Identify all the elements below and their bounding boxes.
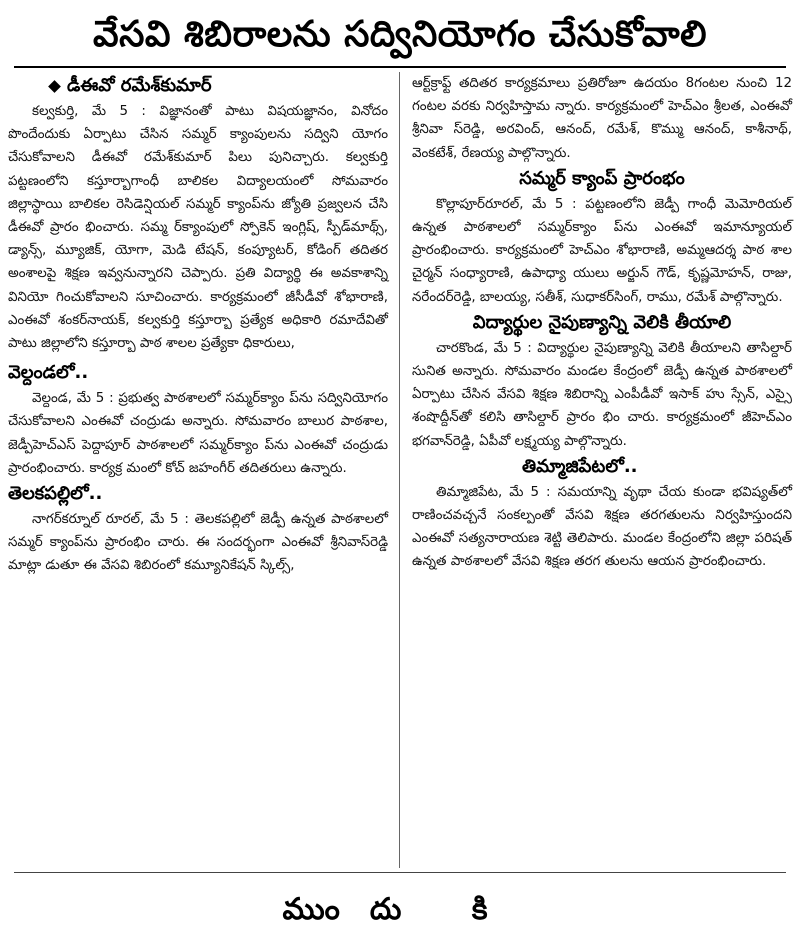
- article-paragraph: కల్వకుర్తి, మే 5 : విజ్ఞానంతో పాటు విషయజ్ఞానం, వినోదం పొందేందుకు ఏర్పాటు చేసిన సమ్మర్ క్యాంపులను సద్విని యోగం చేసుకోవాలని డీఈవో రమేశ్‌కుమార్ పిలు పునిచ్చారు. కల్వకుర్తి పట్టణంలోని కస్తూర్బాగాంధీ బాలికల విద్యాలయంలో సోమవారం జిల్లాస్థాయి బాలికల రెసిడెన్షియల్ సమ్మర్ క్యాంప్‌ను జ్యోతి ప్రజ్వలన చేసి డీఈవో ప్రారం భించారు. సమ్మ ర్‌క్యాంపులో స్పోకెన్ ఇంగ్లిష్, స్పీడ్‌మాథ్స్, డ్యాన్స్, మ్యూజిక్, యోగా, మెడి టేషన్, కంప్యూటర్, కోడింగ్ తదితర అంశాలపై శిక్షణ ఇవ్వనున్నారని చెప్పారు. ప్రతి విద్యార్థి ఈ అవకాశాన్ని వినియో గించుకోవాలని సూచించారు. కార్యక్రమంలో జీసీడీవో శోభారాణి, ఎంఈవో శంకర్‌నాయక్, కల్వకుర్తి కస్తూర్బా ప్రత్యేక అధికారి రమాదేవితో పాటు జిల్లాలోని కస్తూర్బా పాఠ శాలల ప్రత్యేకా ధికారులు,: [8, 104, 388, 352]
- left-column: [8, 72, 388, 868]
- diamond-bullet-icon: [48, 80, 61, 93]
- article-headline: వేసవి శిబిరాలను సద్వినియోగం చేసుకోవాలి: [93, 14, 707, 55]
- article-paragraph: వెల్దండ, మే 5 : ప్రభుత్వ పాఠశాలలో సమ్మర్‌క్యాం ప్‌ను సద్వినియోగం చేసుకోవాలని ఎంఈవో చంద్రుడు అన్నారు. సోమవారం బాలుర పాఠశాల, జెడ్పీహెచ్‌ఎస్ పెద్దాపూర్ పాఠశాలలో సమ్మర్‌క్యాం ప్‌ను ఎంఈవో చంద్రుడు ప్రారంభించారు. కార్యక్ర మంలో కోచ్ జహంగీర్ తదితరులు ఉన్నారు.: [8, 391, 388, 476]
- subheading-telakapalli: తెలకపల్లిలో..: [8, 483, 103, 505]
- cut-off-text: ముందు కి: [282, 892, 518, 927]
- article-paragraph: తిమ్మాజిపేట, మే 5 : సమయాన్ని వృథా చేయ కుండా భవిష్యత్‌లో రాణించవచ్చనే సంకల్పంతో వేసవి శిక్షణ తరగతులను నిర్వహిస్తుందని ఎంఈవో సత్యనారాయణ శెట్టి తెలిపారు. మండల కేంద్రంలోని జిల్లా పరిషత్ ఉన్నత పాఠశాలలో వేసవి శిక్షణ తరగ తులను ఆయన ప్రారంభించారు.: [412, 484, 792, 570]
- article-paragraph: నాగర్‌కర్నూల్ రూరల్, మే 5 : తెలకపల్లిలో జెడ్పీ ఉన్నత పాఠశాలలో సమ్మర్ క్యాంప్‌ను ప్రారంభిం చారు. ఈ సందర్భంగా ఎంఈవో శ్రీనివాస్‌రెడ్డి మాట్లా డుతూ ఈ వేసవి శిబిరంలో కమ్యూనికేషన్ స్కిల్స్,: [8, 512, 388, 574]
- article-paragraph: ఆర్ట్‌క్రాఫ్ట్ తదితర కార్యక్రమాలు ప్రతిరోజూ ఉదయం 8గంటల నుంచి 12 గంటల వరకు నిర్వహిస్తామ న్నారు. కార్యక్రమంలో హెచ్‌ఎం శ్రీలత, ఎంఈవో శ్రీనివా స్‌రెడ్డి, అరవింద్, ఆనంద్, రమేశ్, కొమ్ము ఆనంద్, కాశీనాథ్, వెంకటేశ్, రేణయ్య పాల్గొన్నారు.: [412, 76, 792, 161]
- subheading-thimmajipet: తిమ్మాజిపేటలో..: [522, 455, 638, 477]
- headline-rule: [14, 66, 786, 68]
- article-paragraph: చారకొండ, మే 5 : విద్యార్థుల నైపుణ్యాన్ని వెలికి తీయాలని తాసిల్దార్ సునిత అన్నారు. సోమవారం మండల కేంద్రంలో జెడ్పీ ఉన్నత పాఠశాలలో ఏర్పాటు చేసిన వేసవి శిక్షణ శిబిరాన్ని ఎంపీడీవో ఇసాక్ హు స్సేన్, ఎస్సై శంషొద్దీన్‌తో కలిసి తాసిల్దార్ ప్రారం భిం చారు. కార్యక్రమంలో జీహెచ్‌ఎం భగవాన్‌రెడ్డి, ఏపీవో లక్ష్మయ్య పాల్గొన్నారు.: [412, 340, 792, 449]
- article-paragraph: కొల్లాపూర్‌రూరల్, మే 5 : పట్టణంలోని జెడ్పీ గాంధీ మెమోరియల్ ఉన్నత పాఠశాలలో సమ్మర్‌క్యాం ప్‌ను ఎంఈవో ఇమాన్యూయల్ ప్రారంభించారు. కార్యక్రమంలో హెచ్‌ఎం శోభారాణి, అమ్మఆదర్శ పాఠ శాల చైర్మన్ సంధ్యారాణి, ఉపాధ్యా యులు అర్జున్ గౌడ్, కృష్ణమోహన్, రాజు, నరేందర్‌రెడ్డి, బాలయ్య, సతీశ్, సుధాకర్‌సింగ్, రాము, రమేశ్ పాల్గొన్నారు.: [412, 196, 792, 305]
- column-divider: [399, 72, 400, 868]
- byline: [8, 72, 388, 100]
- subheading-veldanda: వెల్దండలో..: [8, 362, 89, 384]
- subheading-student-skills: విద్యార్థుల నైపుణ్యాన్ని వెలికి తీయాలి: [472, 311, 732, 333]
- cut-off-next-headline: [200, 878, 600, 927]
- byline-text: డీఈవో రమేశ్‌కుమార్: [67, 75, 212, 96]
- footer-rule: [14, 872, 786, 873]
- right-column: [412, 72, 792, 868]
- subheading-summer-camp: సమ్మర్ క్యాంప్ ప్రారంభం: [519, 167, 685, 189]
